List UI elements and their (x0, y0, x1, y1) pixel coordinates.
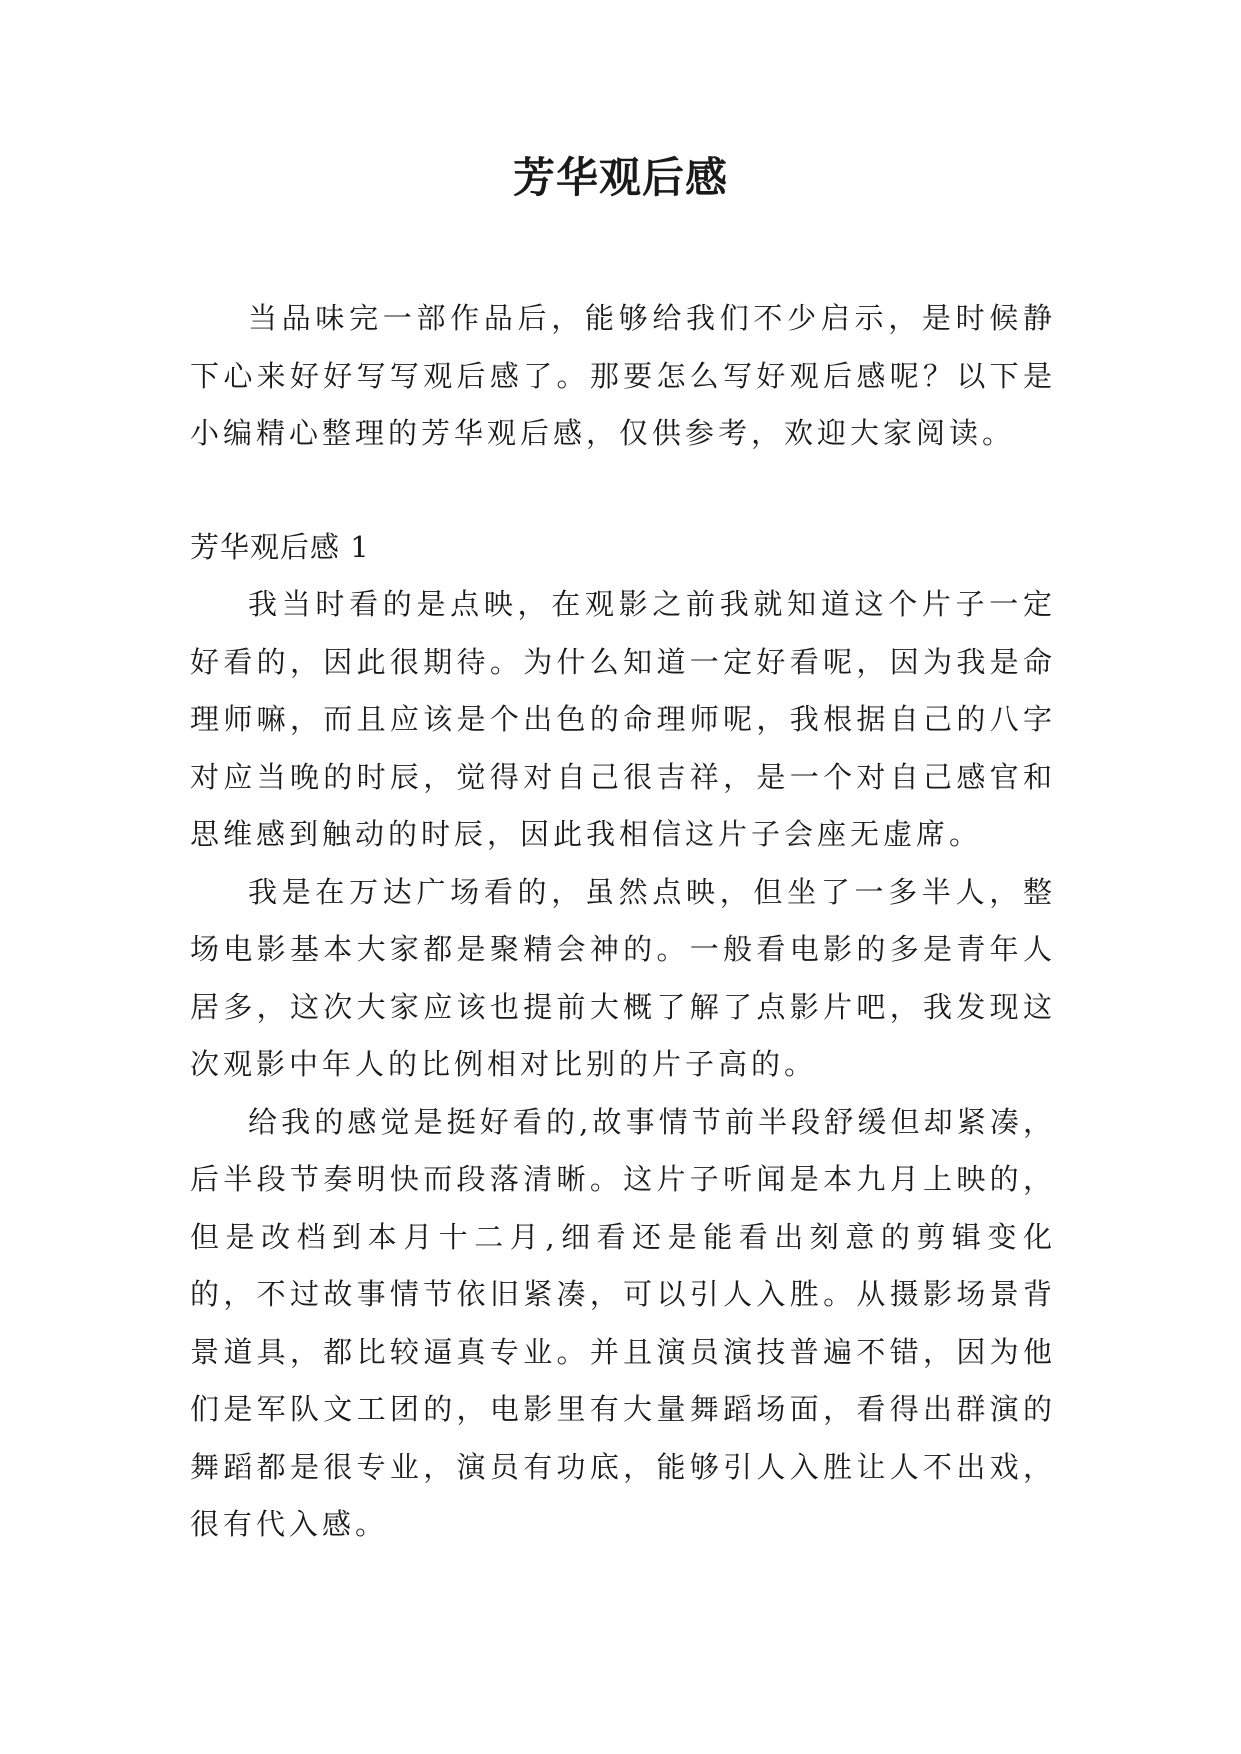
section-heading: 芳华观后感 1 (190, 529, 370, 564)
document-title: 芳华观后感 (512, 153, 728, 202)
section-1 (190, 519, 1056, 1554)
intro-paragraph: 当品味完一部作品后，能够给我们不少启示，是时候静下心来好好写写观后感了。那要怎么写好观后感呢？以下是小编精心整理的芳华观后感，仅供参考，欢迎大家阅读。 (190, 301, 1056, 450)
document-body (190, 290, 1056, 1554)
body-paragraph-3: 给我的感觉是挺好看的,故事情节前半段舒缓但却紧凑，后半段节奏明快而段落清晰。这片子听闻是本九月上映的，但是改档到本月十二月,细看还是能看出刻意的剪辑变化的，不过故事情节依旧紧凑，可以引人入胜。从摄影场景背景道具，都比较逼真专业。并且演员演技普遍不错，因为他们是军队文工团的，电影里有大量舞蹈场面，看得出群演的舞蹈都是很专业，演员有功底，能够引人入胜让人不出戏，很有代入感。 (190, 1104, 1056, 1541)
body-paragraph-1: 我当时看的是点映，在观影之前我就知道这个片子一定好看的，因此很期待。为什么知道一定好看呢，因为我是命理师嘛，而且应该是个出色的命理师呢，我根据自己的八字对应当晚的时辰，觉得对自己很吉祥，是一个对自己感官和思维感到触动的时辰，因此我相信这片子会座无虚席。 (190, 587, 1056, 851)
body-paragraph-2: 我是在万达广场看的，虽然点映，但坐了一多半人，整场电影基本大家都是聚精会神的。一般看电影的多是青年人居多，这次大家应该也提前大概了解了点影片吧，我发现这次观影中年人的比例相对比别的片子高的。 (190, 874, 1056, 1081)
